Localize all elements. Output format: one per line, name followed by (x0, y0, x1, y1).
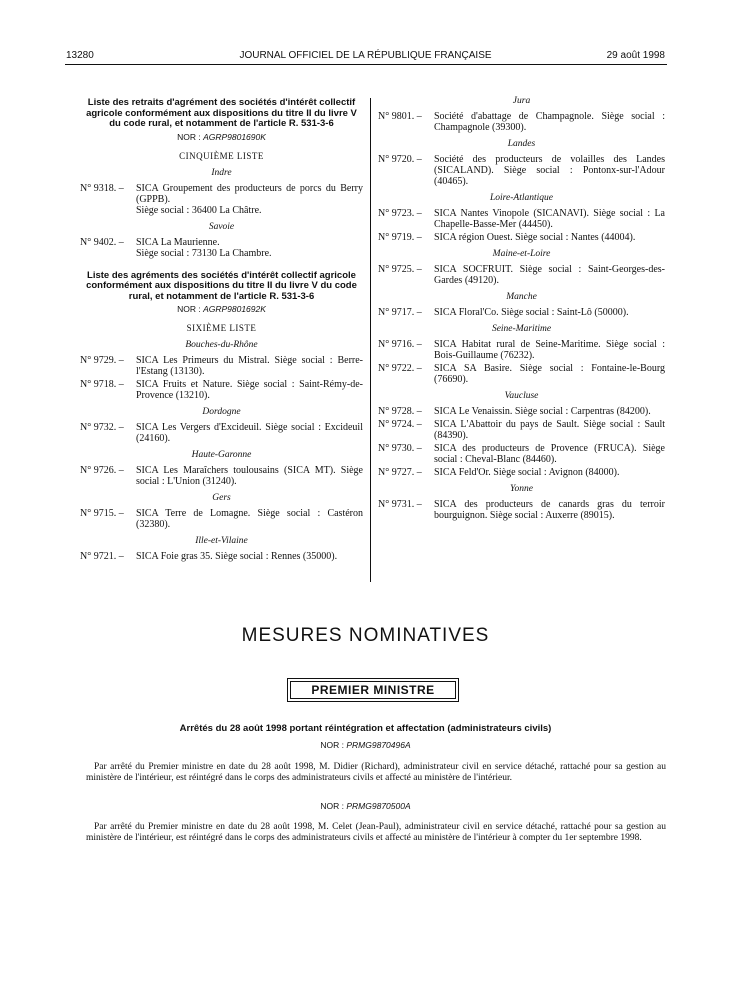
entry-number: N° 9717. – (378, 307, 422, 318)
dept-label: Loire-Atlantique (490, 193, 553, 203)
ministry-box-label: PREMIER MINISTRE (290, 681, 456, 699)
ministry-box (287, 678, 459, 702)
dept-label: Indre (211, 167, 232, 178)
journal-title: JOURNAL OFFICIEL DE LA RÉPUBLIQUE FRANÇAISE (239, 50, 492, 61)
entry-text: SICA Les Maraîchers toulousains (SICA MT). Siège social : L'Union (31240). (136, 465, 363, 487)
dept-label: Gers (212, 493, 231, 503)
entry-text: SICA Foie gras 35. Siège social : Rennes (35000). (136, 551, 338, 562)
entry-text: SICA Les Primeurs du Mistral. Siège social : Berre-l'Estang (13130). (136, 355, 363, 377)
entry-text: SICA La Maurienne. (136, 236, 220, 248)
entry-number: N° 9730. – (378, 443, 422, 454)
entry-text: SICA Le Venaissin. Siège social : Carpentras (84200). (434, 406, 651, 417)
list-item (378, 406, 665, 417)
decree-paragraph-1: Par arrêté du Premier ministre en date du 28 août 1998, M. Didier (Richard), administrateur civil en service détaché, rattaché pour sa gestion au ministère de l'intérieur, est réintégré dans le corps des administrateurs civils et affecté au ministère de l'intérieur. (86, 762, 666, 783)
section1-nor-code: AGRP9801690K (203, 131, 266, 142)
left-column (80, 98, 363, 564)
page-number: 13280 (66, 50, 94, 61)
entry-text: SICA Groupement des producteurs de porcs du Berry (GPPB). (136, 182, 363, 205)
entry-text: SICA des producteurs de Provence (FRUCA). Siège social : Cheval-Blanc (84460). (434, 443, 665, 465)
nor-reference-2: NOR : PRMG9870500A (320, 801, 411, 811)
list-item (378, 467, 665, 478)
entry-number: N° 9715. – (80, 508, 124, 519)
list-item (80, 465, 363, 487)
list-item (378, 111, 665, 133)
entry-text: SICA Habitat rural de Seine-Maritime. Siège social : Bois-Guillaume (76232). (434, 339, 665, 361)
entry-text: SICA Feld'Or. Siège social : Avignon (84000). (434, 467, 620, 478)
entry-text: SICA SA Basire. Siège social : Fontaine-le-Bourg (76690). (434, 363, 665, 385)
entry-text: Société des producteurs de volailles des Landes (SICALAND). Siège social : Pontonx-sur-l'Adour (40465). (434, 154, 665, 187)
entry-text: SICA Les Vergers d'Excideuil. Siège social : Excideuil (24160). (136, 422, 363, 444)
entry-extra: Siège social : 36400 La Châtre. (136, 204, 262, 216)
dept-label: Savoie (208, 221, 235, 232)
entry-number: N° 9727. – (378, 467, 422, 478)
dept-label: Jura (512, 96, 531, 106)
list-item (378, 264, 665, 286)
entry-number: N° 9402. – (80, 236, 124, 248)
list-item (378, 419, 665, 441)
section1-list-title: CINQUIÈME LISTE (179, 150, 264, 161)
entry-number: N° 9722. – (378, 363, 422, 374)
list-item (80, 379, 363, 401)
entry-number: N° 9731. – (378, 499, 422, 510)
list-item (378, 443, 665, 465)
entry-number: N° 9728. – (378, 406, 422, 417)
list-item (80, 237, 363, 259)
column-divider (370, 98, 371, 582)
entry-number: N° 9725. – (378, 264, 422, 275)
nor-reference-1: NOR : PRMG9870496A (320, 740, 411, 750)
entry-extra: Siège social : 73130 La Chambre. (136, 247, 272, 259)
header-date: 29 août 1998 (606, 50, 665, 61)
entry-text: SICA des producteurs de canards gras du terroir bourguignon. Siège social : Auxerre (89015). (434, 499, 665, 521)
entry-text: SICA région Ouest. Siège social : Nantes (44004). (434, 232, 636, 243)
section-title: MESURES NOMINATIVES (241, 625, 490, 646)
right-column (378, 96, 665, 523)
dept-label: Bouches-du-Rhône (185, 340, 258, 350)
entry-text: Société d'abattage de Champagnole. Siège social : Champagnole (39300). (434, 111, 665, 133)
list-item (80, 355, 363, 377)
list-item (378, 499, 665, 521)
dept-label: Yonne (510, 484, 533, 494)
decree-paragraph-2: Par arrêté du Premier ministre en date du 28 août 1998, M. Celet (Jean-Paul), administrateur civil en service détaché, rattaché pour sa gestion au ministère de l'intérieur, est réintégré dans le corps des administrateurs civils et affecté au ministère de l'intérieur à compter du 1er septembre 1998. (86, 822, 666, 843)
entry-text: SICA Floral'Co. Siège social : Saint-Lô (50000). (434, 307, 629, 318)
entry-number: N° 9732. – (80, 422, 124, 433)
entry-number: N° 9801. – (378, 111, 422, 122)
header-rule (65, 64, 667, 65)
entry-number: N° 9721. – (80, 551, 124, 562)
entry-number: N° 9318. – (80, 182, 124, 194)
list-item (378, 154, 665, 187)
list-item (80, 183, 363, 216)
list-item (80, 508, 363, 530)
entry-number: N° 9716. – (378, 339, 422, 350)
entry-text: SICA Nantes Vinopole (SICANAVI). Siège social : La Chapelle-Basse-Mer (44450). (434, 208, 665, 230)
section1-heading: Liste des retraits d'agrément des sociétés d'intérêt collectif agricole conformément aux dispositions du titre II du livre V du code rural, et notamment de l'article R. 531-3-6 (86, 97, 357, 129)
entry-number: N° 9726. – (80, 465, 124, 476)
list-item (378, 363, 665, 385)
section1-nor: NOR : AGRP9801690K (177, 131, 266, 142)
list-item (80, 551, 363, 562)
entry-number: N° 9718. – (80, 379, 124, 390)
entry-number: N° 9724. – (378, 419, 422, 430)
section2-nor: NOR : AGRP9801692K (177, 304, 266, 314)
dept-label: Landes (507, 139, 536, 149)
dept-label: Seine-Maritime (491, 324, 552, 334)
dept-label: Manche (506, 292, 537, 302)
entry-text: SICA L'Abattoir du pays de Sault. Siège social : Sault (84390). (434, 419, 665, 441)
list-item (80, 422, 363, 444)
entry-text: SICA SOCFRUIT. Siège social : Saint-Georges-des-Gardes (49120). (434, 264, 665, 286)
dept-label: Maine-et-Loire (492, 249, 551, 259)
dept-label: Ille-et-Vilaine (195, 536, 248, 546)
entry-number: N° 9723. – (378, 208, 422, 219)
section2-nor-code: AGRP9801692K (203, 304, 266, 314)
section2-heading: Liste des agréments des sociétés d'intérêt collectif agricole conformément aux dispositions du titre II du livre V du code rural, et notamment de l'article R. 531-3-6 (86, 269, 357, 302)
entry-number: N° 9720. – (378, 154, 422, 165)
arretes-heading: Arrêtés du 28 août 1998 portant réintégration et affectation (administrateurs civils) (179, 723, 552, 734)
entry-number: N° 9729. – (80, 355, 124, 366)
list-item (378, 232, 665, 243)
dept-label: Vaucluse (504, 391, 539, 401)
entry-text: SICA Fruits et Nature. Siège social : Saint-Rémy-de-Provence (13210). (136, 379, 363, 401)
entry-number: N° 9719. – (378, 232, 422, 243)
dept-label: Haute-Garonne (191, 450, 252, 460)
entry-text: SICA Terre de Lomagne. Siège social : Castéron (32380). (136, 508, 363, 530)
list-item (378, 339, 665, 361)
list-item (378, 208, 665, 230)
list-item (378, 307, 665, 318)
section2-list-title: SIXIÈME LISTE (186, 323, 257, 333)
dept-label: Dordogne (202, 407, 241, 417)
